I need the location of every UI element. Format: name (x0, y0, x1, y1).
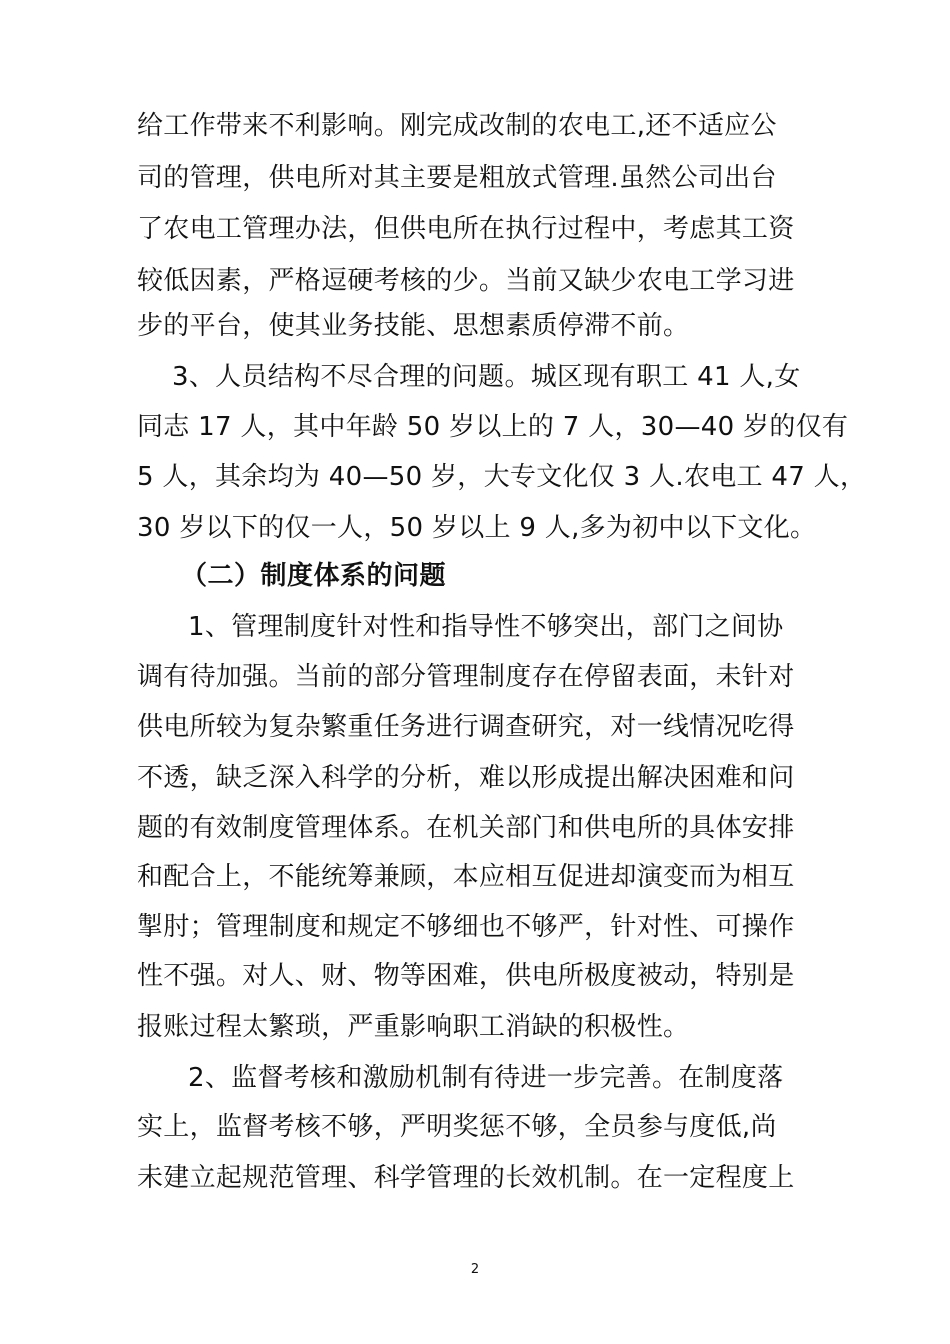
paragraph-line: 2、监督考核和激励机制有待进一步完善。在制度落 (188, 1063, 784, 1093)
paragraph-line: 供电所较为复杂繁重任务进行调查研究，对一线情况吃得 (137, 712, 795, 742)
paragraph-line: 实上，监督考核不够，严明奖惩不够，全员参与度低,尚 (137, 1112, 777, 1142)
paragraph-line: 3、人员结构不尽合理的问题。城区现有职工 41 人,女 (172, 362, 801, 392)
paragraph-line: 未建立起规范管理、科学管理的长效机制。在一定程度上 (137, 1163, 795, 1193)
paragraph-line: 司的管理，供电所对其主要是粗放式管理.虽然公司出台 (137, 163, 777, 193)
paragraph-line: 5 人，其余均为 40—50 岁，大专文化仅 3 人.农电工 47 人， (137, 462, 867, 492)
paragraph-line: 性不强。对人、财、物等困难，供电所极度被动，特别是 (137, 961, 795, 991)
paragraph-line: 了农电工管理办法，但供电所在执行过程中，考虑其工资 (137, 214, 795, 244)
section-heading: （二）制度体系的问题 (181, 561, 447, 591)
paragraph-line: 1、管理制度针对性和指导性不够突出，部门之间协 (188, 612, 784, 642)
paragraph-line: 30 岁以下的仅一人，50 岁以上 9 人,多为初中以下文化。 (137, 513, 817, 543)
paragraph-line: 不透，缺乏深入科学的分析，难以形成提出解决困难和问 (137, 763, 795, 793)
paragraph-line: 调有待加强。当前的部分管理制度存在停留表面，未针对 (137, 662, 795, 692)
paragraph-line: 给工作带来不利影响。刚完成改制的农电工,还不适应公 (137, 111, 777, 141)
paragraph-line: 报账过程太繁琐，严重影响职工消缺的积极性。 (137, 1012, 690, 1042)
paragraph-line: 较低因素，严格逗硬考核的少。当前又缺少农电工学习进 (137, 266, 795, 296)
paragraph-line: 同志 17 人，其中年龄 50 岁以上的 7 人，30—40 岁的仅有 (137, 412, 849, 442)
paragraph-line: 和配合上，不能统筹兼顾，本应相互促进却演变而为相互 (137, 862, 795, 892)
paragraph-line: 掣肘；管理制度和规定不够细也不够严，针对性、可操作 (137, 912, 795, 942)
page-number: 2 (470, 1262, 480, 1277)
paragraph-line: 步的平台，使其业务技能、思想素质停滞不前。 (137, 311, 690, 341)
paragraph-line: 题的有效制度管理体系。在机关部门和供电所的具体安排 (137, 813, 795, 843)
